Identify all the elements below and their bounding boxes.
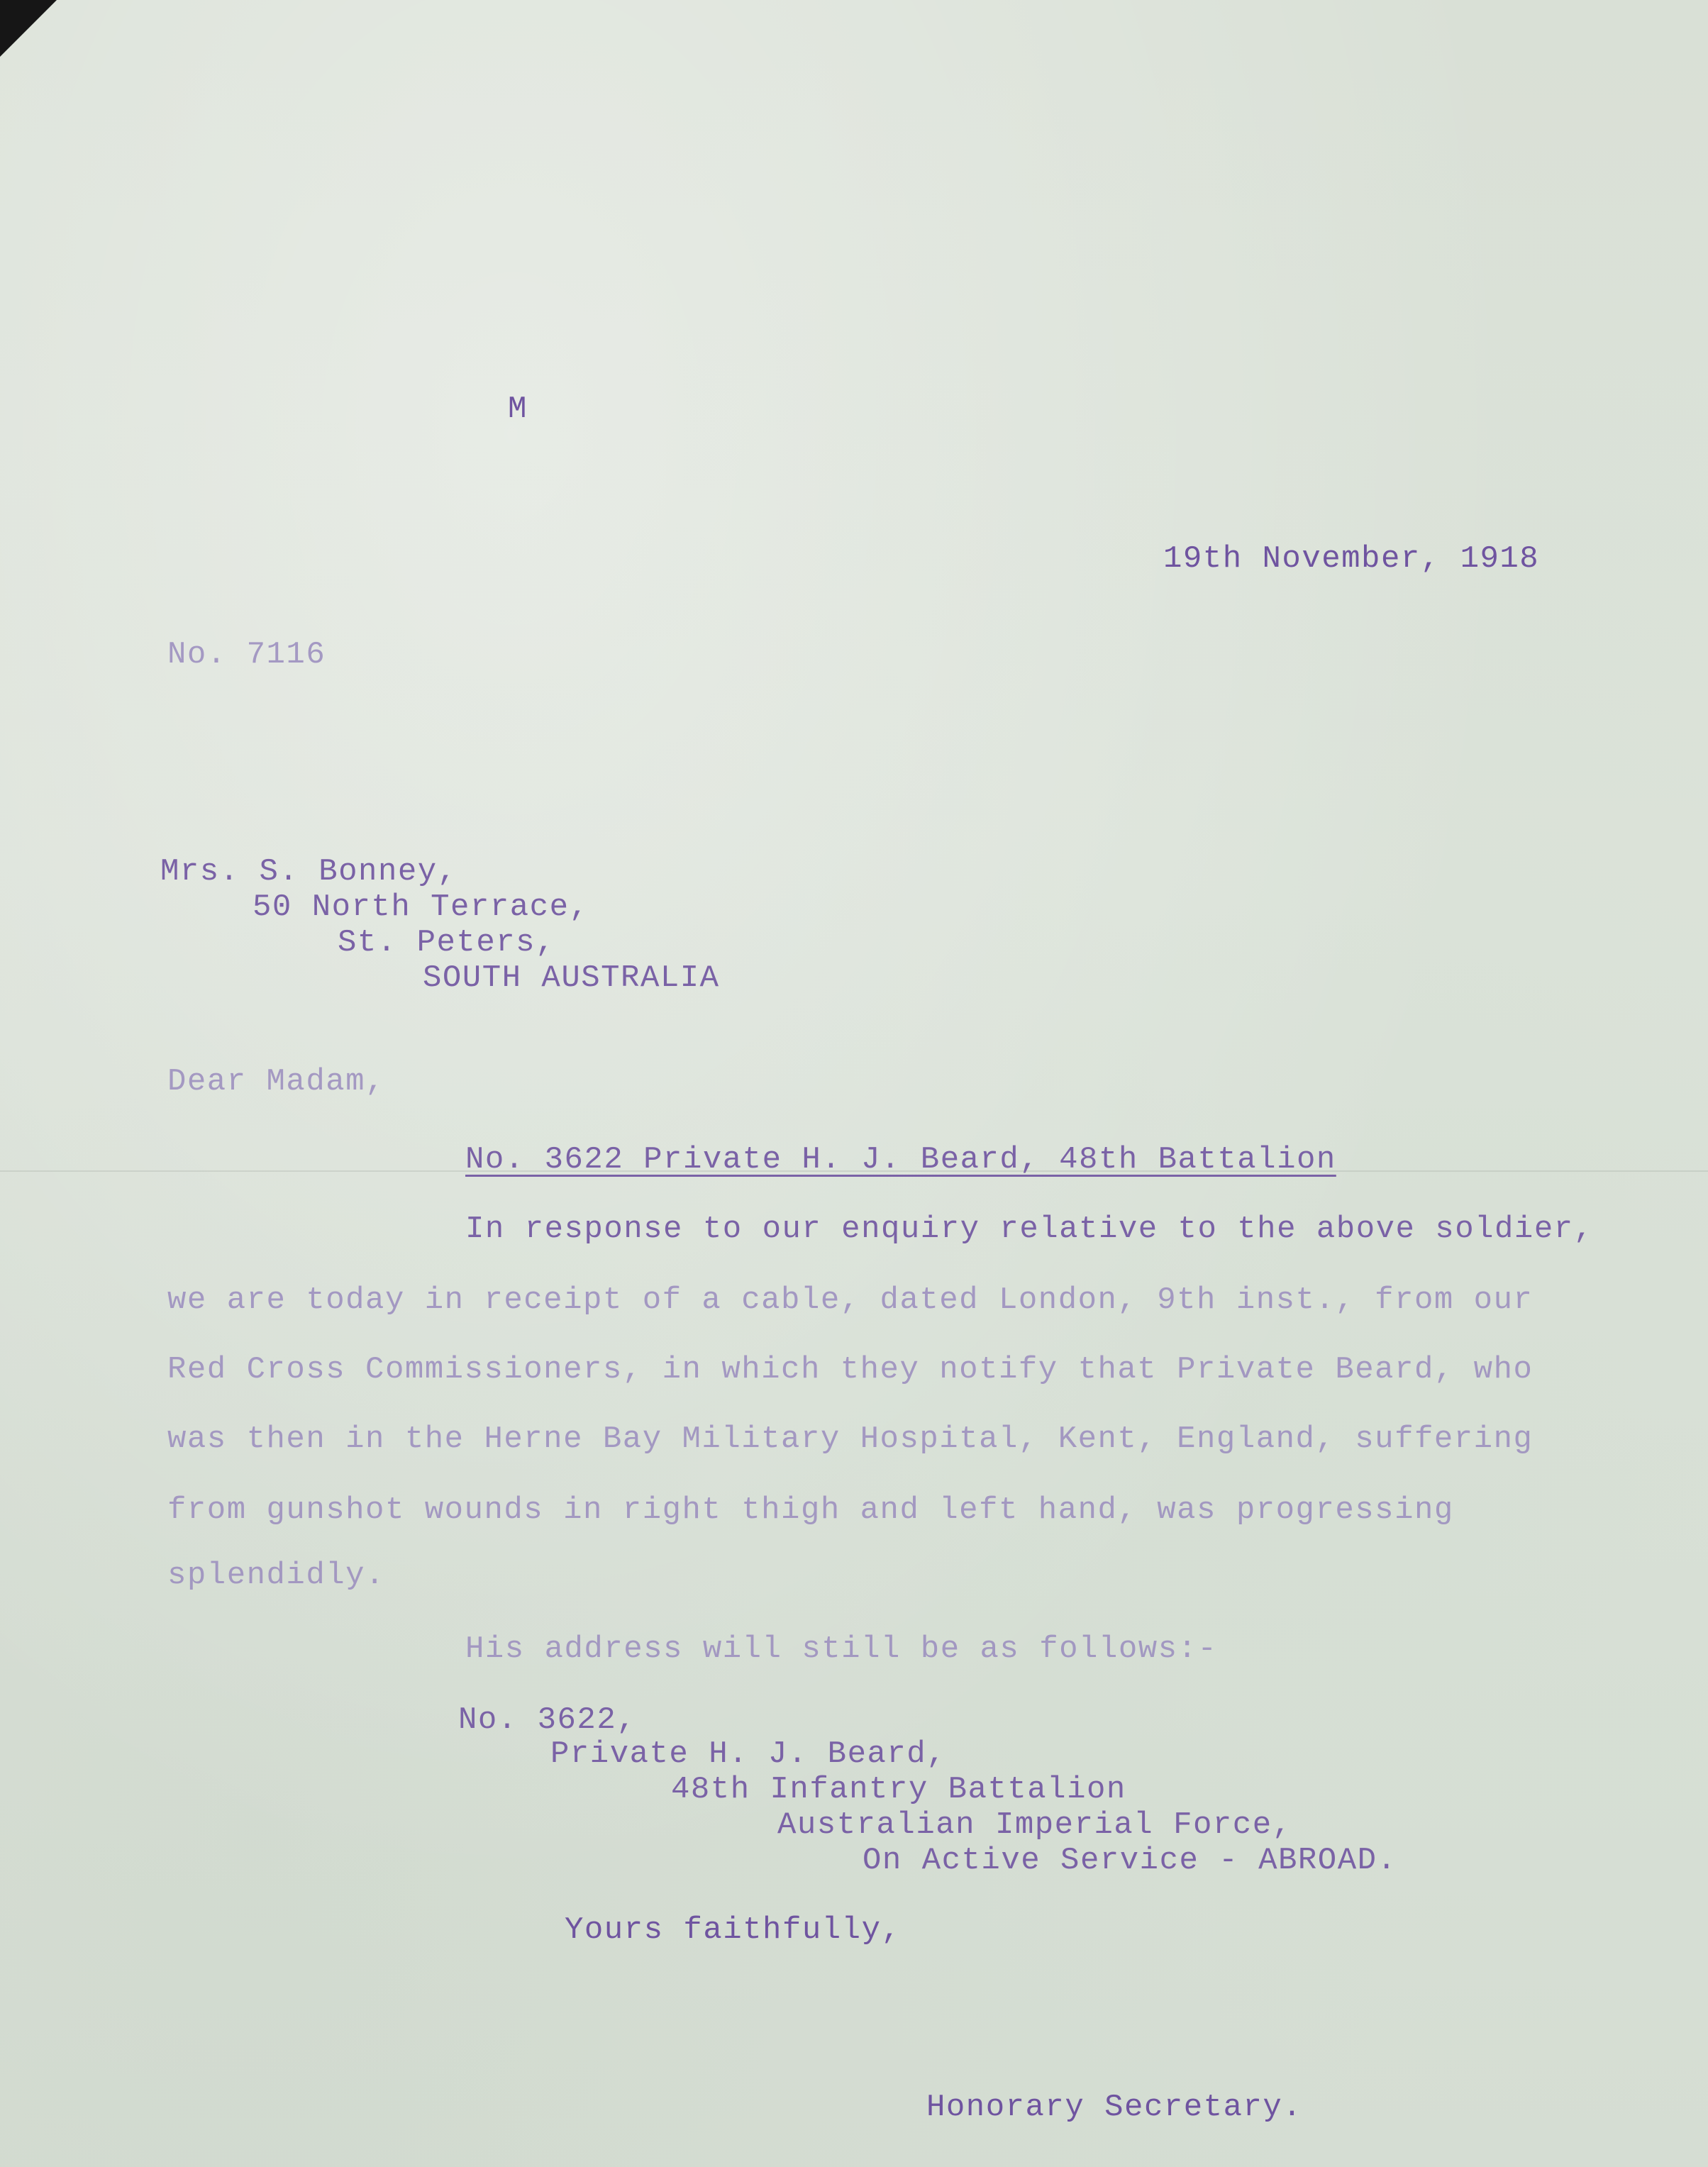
recipient-state: SOUTH AUSTRALIA <box>423 960 720 996</box>
signatory: Honorary Secretary. <box>926 2090 1303 2125</box>
reference-number: No. 7116 <box>167 637 326 672</box>
address-intro: His address will still be as follows:- <box>465 1631 1218 1667</box>
soldier-name: Private H. J. Beard, <box>550 1736 947 1772</box>
body-line-1: In response to our enquiry relative to the above soldier, <box>465 1212 1594 1247</box>
letter-date: 19th November, 1918 <box>1163 541 1540 577</box>
body-line-3: Red Cross Commissioners, in which they notify that Private Beard, who <box>167 1352 1534 1387</box>
body-line-5: from gunshot wounds in right thigh and left hand, was progressing <box>167 1492 1454 1528</box>
recipient-suburb: St. Peters, <box>338 925 555 960</box>
body-line-2: we are today in receipt of a cable, dated London, 9th inst., from our <box>167 1282 1534 1318</box>
page-corner <box>0 0 57 57</box>
recipient-name: Mrs. S. Bonney, <box>160 854 458 889</box>
subject-line: No. 3622 Private H. J. Beard, 48th Battalion <box>465 1142 1336 1177</box>
recipient-street: 50 North Terrace, <box>253 889 589 925</box>
body-line-4: was then in the Herne Bay Military Hospital, Kent, England, suffering <box>167 1421 1534 1457</box>
soldier-number: No. 3622, <box>458 1702 637 1738</box>
body-line-6: splendidly. <box>167 1558 385 1593</box>
letter-initial: M <box>508 392 528 427</box>
closing: Yours faithfully, <box>565 1912 902 1948</box>
soldier-force: Australian Imperial Force, <box>777 1807 1292 1843</box>
soldier-service: On Active Service - ABROAD. <box>863 1843 1397 1878</box>
soldier-unit: 48th Infantry Battalion <box>671 1772 1126 1807</box>
salutation: Dear Madam, <box>167 1064 385 1099</box>
